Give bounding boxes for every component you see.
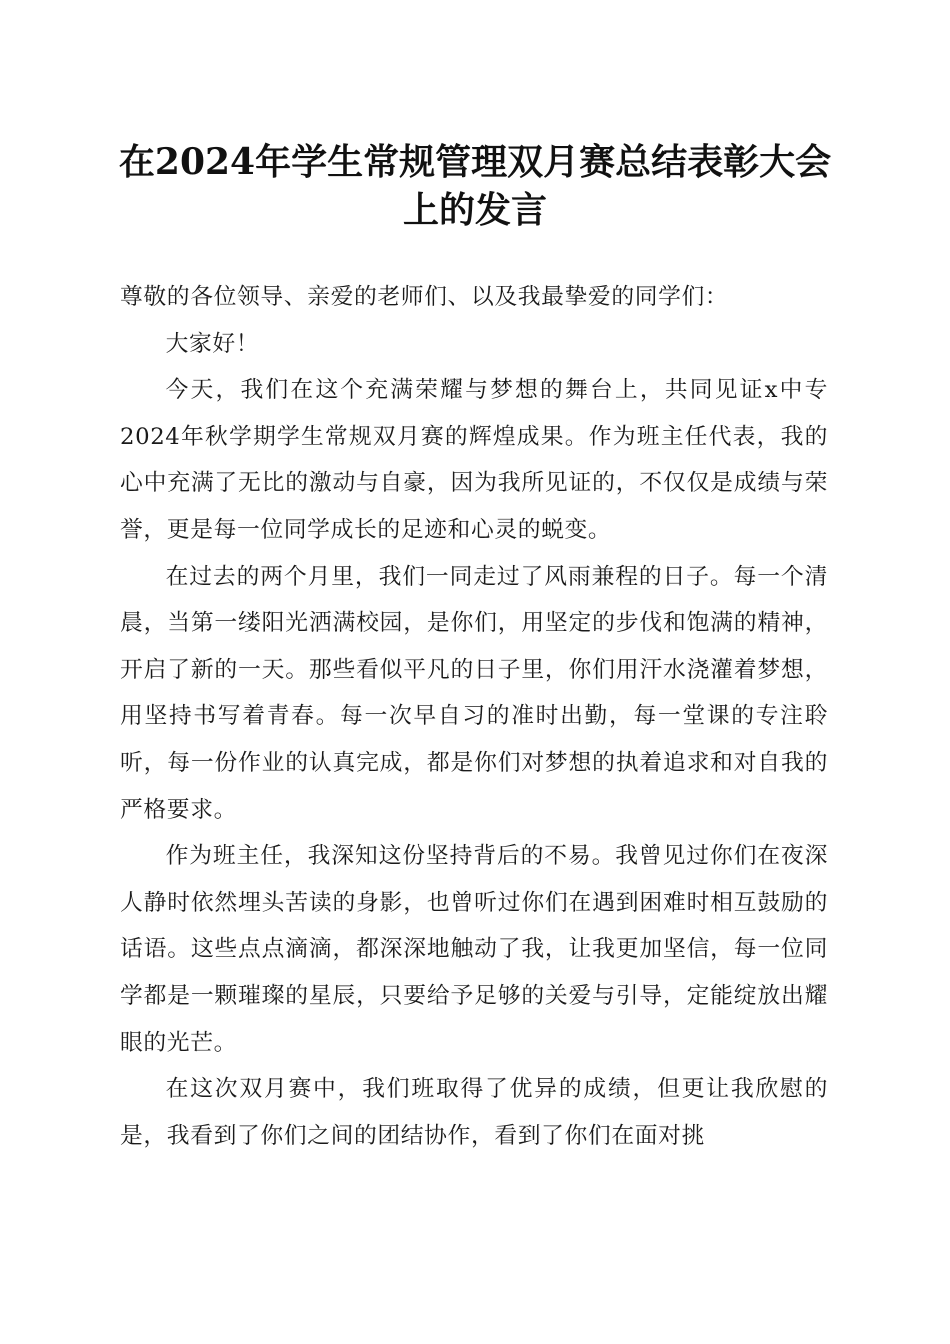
salutation: 尊敬的各位领导、亲爱的老师们、以及我最挚爱的同学们： [120,284,729,310]
paragraph: 在这次双月赛中，我们班取得了优异的成绩，但更让我欣慰的是，我看到了你们之间的团结协作，看到了你们在面对挑 [120,1076,828,1149]
paragraph: 今天，我们在这个充满荣耀与梦想的舞台上，共同见证x中专2024年秋学期学生常规双月赛的辉煌成果。作为班主任代表，我的心中充满了无比的激动与自豪，因为我所见证的，不仅仅是成绩与荣誉，更是每一位同学成长的足迹和心灵的蜕变。 [120,377,828,543]
document-title: 在2024年学生常规管理双月赛总结表彰大会上的发言 [118,141,832,231]
paragraph-greeting: 大家好！ [165,330,260,357]
paragraph: 作为班主任，我深知这份坚持背后的不易。我曾见过你们在夜深人静时依然埋头苦读的身影，也曾听过你们在遇到困难时相互鼓励的话语。这些点点滴滴，都深深地触动了我，让我更加坚信，每一位同学都是一颗璀璨的星辰，只要给予足够的关爱与引导，定能绽放出耀眼的光芒。 [120,843,828,1056]
paragraph: 在过去的两个月里，我们一同走过了风雨兼程的日子。每一个清晨，当第一缕阳光洒满校园，是你们，用坚定的步伐和饱满的精神，开启了新的一天。那些看似平凡的日子里，你们用汗水浇灌着梦想，用坚持书写着青春。每一次早自习的准时出勤，每一堂课的专注聆听，每一份作业的认真完成，都是你们对梦想的执着追求和对自我的严格要求。 [120,563,828,823]
document-body [120,274,828,1159]
